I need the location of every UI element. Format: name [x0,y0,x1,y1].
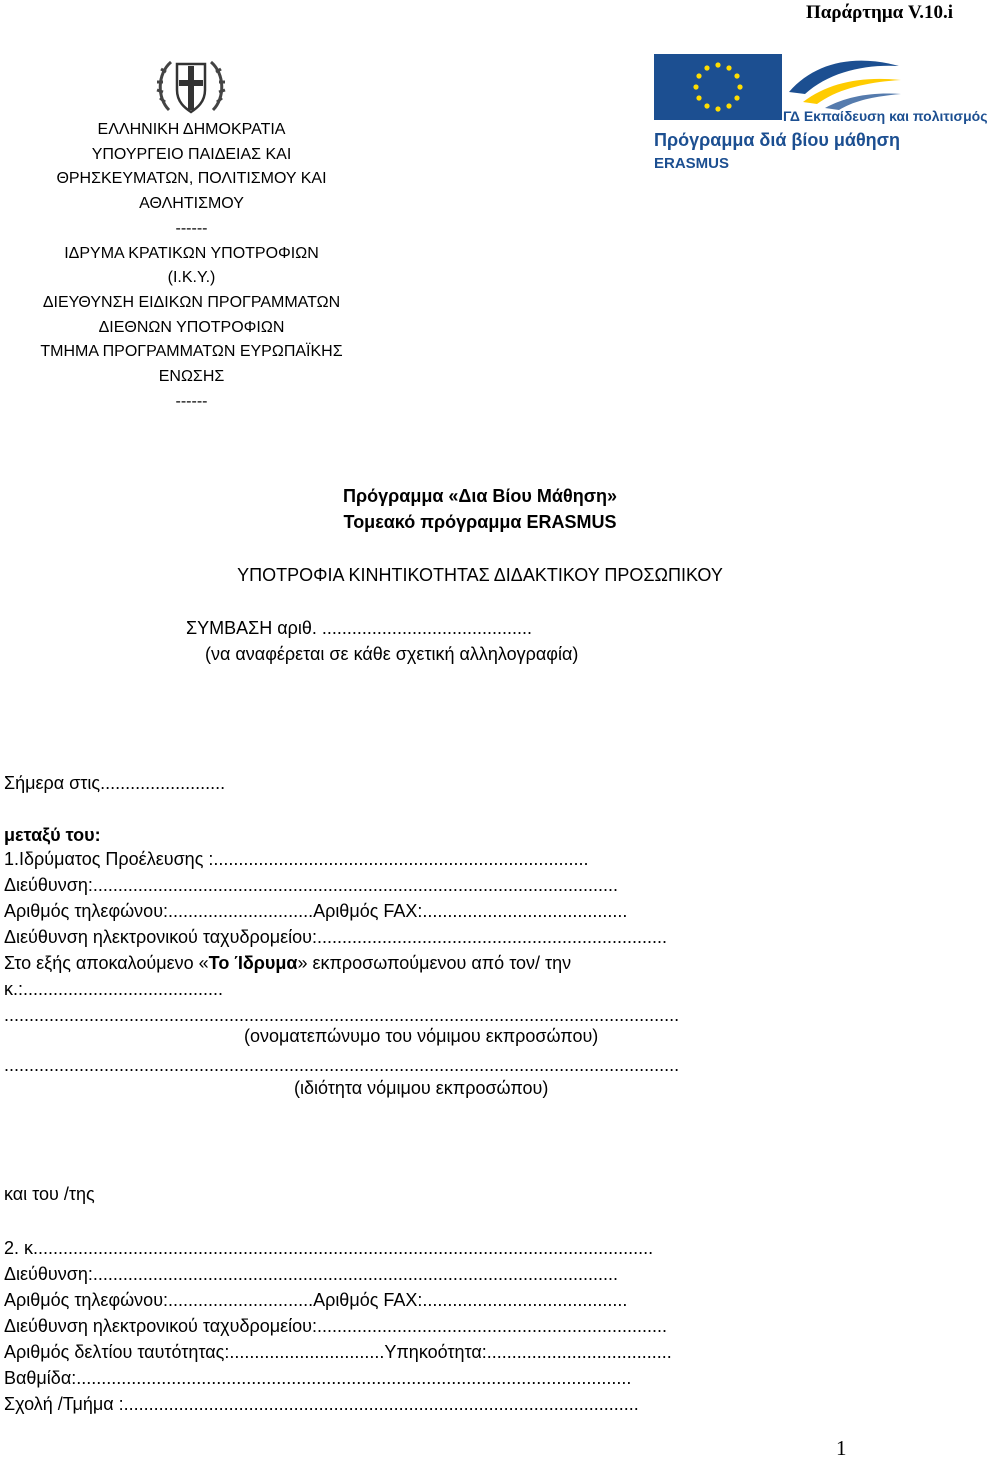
ministry-line: ΙΔΡΥΜΑ ΚΡΑΤΙΚΩΝ ΥΠΟΤΡΟΦΙΩΝ [64,244,319,262]
person2-name-line: 2. κ............................................................................................................................ [4,1238,654,1258]
sectoral-title: Τομεακό πρόγραμμα ERASMUS [343,512,617,532]
phone-fax-line: Αριθμός τηλεφώνου:.............................Αριθμός FAX:......................................... [4,901,628,921]
greek-coat-of-arms-icon [155,52,227,124]
eu-erasmus-label: ERASMUS [654,155,730,172]
called-post: » εκπροσωπούμενου από τον/ την [297,953,572,973]
between-text: μεταξύ του [4,825,95,845]
ministry-line: ΤΜΗΜΑ ΠΡΟΓΡΑΜΜΑΤΩΝ ΕΥΡΩΠΑΪΚΗΣ [40,343,343,361]
called-institution-line [4,950,571,976]
person2-school-line: Σχολή /Τμήμα :....................................................................................................... [4,1394,639,1414]
today-line: Σήμερα στις......................... [4,773,226,793]
ministry-line: (Ι.Κ.Υ.) [167,269,216,287]
ministry-line: ------ [175,219,208,237]
person2-address-line: Διεύθυνση:......................................................................................................... [4,1264,618,1284]
address-line: Διεύθυνση:......................................................................................................... [4,875,618,895]
page-number: 1 [836,1436,847,1460]
and-of-label: και του /της [4,1184,95,1204]
representative-name-caption: (ονοματεπώνυμο του νόμιμου εκπροσώπου) [244,1026,599,1046]
dotted-line-1: ....................................................................................................................................... [4,1005,680,1025]
eu-dg-label: ΓΔ Εκπαίδευση και πολιτισμός [783,108,988,124]
between-label: μεταξύ του: [4,825,101,845]
email-line: Διεύθυνση ηλεκτρονικού ταχυδρομείου:...................................................................... [4,927,668,947]
contract-note: (να αναφέρεται σε κάθε σχετική αλληλογραφία) [205,644,579,664]
person2-grade-line: Βαθμίδα:............................................................................................................... [4,1368,632,1388]
ministry-line: ΕΝΩΣΗΣ [158,368,225,386]
contract-number: ΣΥΜΒΑΣΗ αριθ. .......................................... [186,618,532,638]
ministry-line: ------ [175,392,208,410]
called-bold: Το Ίδρυμα [208,953,298,973]
origin-institution-line: 1.Ιδρύματος Προέλευσης :........................................................................... [4,849,589,869]
dotted-line-2: ....................................................................................................................................... [4,1055,680,1075]
programme-title: Πρόγραμμα «Δια Βίου Μάθηση» [342,486,618,506]
eu-programme-label: Πρόγραμμα διά βίου μάθηση [654,130,900,150]
ministry-line: ΘΡΗΣΚΕΥΜΑΤΩΝ, ΠΟΛΙΤΙΣΜΟΥ ΚΑΙ [56,170,327,188]
lifelong-learning-logo-icon [785,52,903,110]
annex-label: Παράρτημα V.10.i [805,2,953,23]
person2-email-line: Διεύθυνση ηλεκτρονικού ταχυδρομείου:...................................................................... [4,1316,668,1336]
eu-flag-icon [654,54,782,120]
ministry-line: ΔΙΕΘΝΩΝ ΥΠΟΤΡΟΦΙΩΝ [98,318,285,336]
ministry-line: ΔΙΕΥΘΥΝΣΗ ΕΙΔΙΚΩΝ ΠΡΟΓΡΑΜΜΑΤΩΝ [42,293,341,311]
person2-id-nationality-line: Αριθμός δελτίου ταυτότητας:...............................Υπηκοότητα:..................................... [4,1342,672,1362]
ministry-line: ΕΛΛΗΝΙΚΗ ΔΗΜΟΚΡΑΤΙΑ [97,121,286,138]
called-pre: Στο εξής αποκαλούμενο « [4,953,209,973]
person2-phone-fax-line: Αριθμός τηλεφώνου:.............................Αριθμός FAX:......................................... [4,1290,628,1310]
support-title: ΥΠΟΤΡΟΦΙΑ ΚΙΝΗΤΙΚΟΤΗΤΑΣ ΔΙΔΑΚΤΙΚΟΥ ΠΡΟΣΩΠΙΚΟΥ [237,565,723,585]
ministry-line: ΑΘΛΗΤΙΣΜΟΥ [139,195,244,213]
ministry-header [20,118,363,414]
representative-mr-line: κ.:........................................ [4,979,224,999]
ministry-line: ΥΠΟΥΡΓΕΙΟ ΠΑΙΔΕΙΑΣ ΚΑΙ [91,145,292,163]
representative-role-caption: (ιδιότητα νόμιμου εκπροσώπου) [294,1078,549,1098]
